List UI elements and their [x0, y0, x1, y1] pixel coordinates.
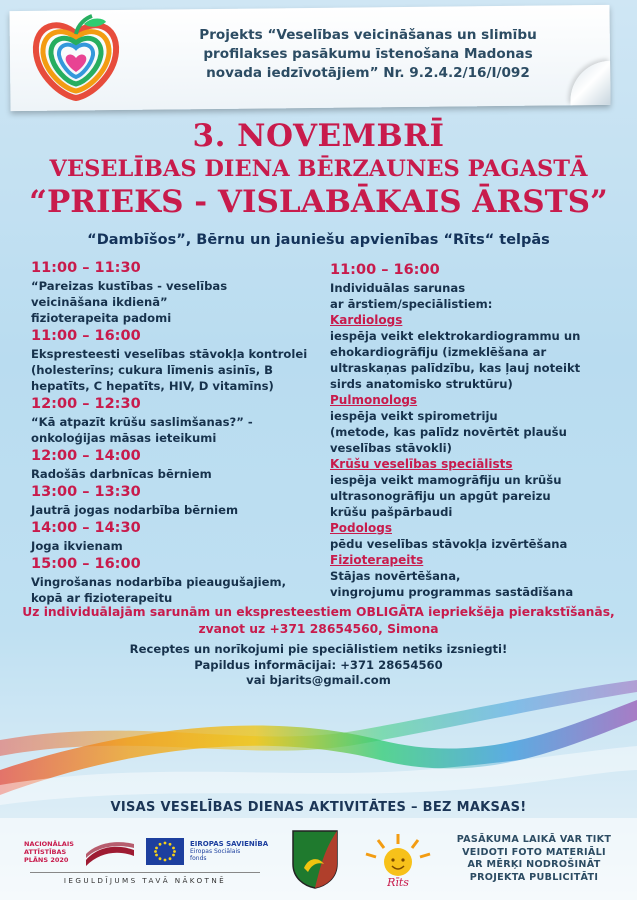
photo-line: PROJEKTA PUBLICITĀTI [469, 871, 599, 883]
specialist-text: iespēja veikt mamogrāfiju un krūšu [330, 473, 562, 487]
specialist-text: krūšu pašpārbaudi [330, 505, 453, 519]
eu-fund: Eiropas Sociālais [190, 848, 241, 855]
schedule-time: 11:00 – 11:30 [31, 260, 141, 276]
specialist-text: ultrasonogrāfiju un apgūt pareizu [330, 489, 551, 503]
na-text: PLĀNS 2020 [24, 856, 69, 864]
latvia-flag-icon [84, 840, 136, 866]
event-date: 3. NOVEMBRĪ [192, 118, 445, 154]
schedule-text: veicināšana ikdienā” [31, 295, 168, 309]
specialist-text: iespēja veikt spirometriju [330, 409, 498, 423]
rits-sun-logo-icon [358, 830, 438, 890]
schedule-time: 15:00 – 16:00 [31, 556, 141, 572]
eu-name: EIROPAS SAVIENĪBA [190, 840, 269, 848]
schedule-item [31, 482, 331, 518]
project-line: profilakses pasākumu īstenošana Madonas [203, 46, 533, 62]
event-title: VESELĪBAS DIENA BĒRZAUNES PAGASTĀ [49, 156, 588, 182]
event-subtitle: “PRIEKS - VISLABĀKAIS ĀRSTS” [29, 184, 608, 220]
investment-slogan: IEGULDĪJUMS TAVĀ NĀKOTNĒ [30, 872, 260, 885]
consult-time: 11:00 – 16:00 [330, 262, 440, 278]
national-development-plan-logo [24, 840, 84, 864]
specialist-text: Stājas novērtēšana, [330, 569, 461, 583]
schedule-item [31, 258, 331, 326]
eu-logo-text [190, 840, 270, 862]
schedule-text: Joga ikvienam [31, 539, 123, 553]
schedule-item [31, 394, 331, 446]
eu-fund: fonds [190, 855, 207, 862]
schedule-text: kopā ar fizioterapeitu [31, 591, 173, 605]
schedule-time: 12:00 – 14:00 [31, 448, 141, 464]
schedule-time: 13:00 – 13:30 [31, 484, 141, 500]
specialist-text: vingrojumu programmas sastādīšana [330, 585, 574, 599]
specialist-text: sirds anatomisko struktūru) [330, 377, 513, 391]
photo-line: AR MĒRĶI NODROŠINĀT [467, 859, 601, 870]
info-line: vai bjarits@gmail.com [246, 673, 391, 687]
specialist-text: ultraskaņas palīdzību, kas ļauj noteikt [330, 361, 581, 375]
notice-line: Uz individuālajām sarunām un ekspresteestiem OBLIGĀTA iepriekšēja pierakstīšanās, [22, 605, 615, 619]
schedule-text: fizioterapeita padomi [31, 311, 172, 325]
project-line: Projekts “Veselības veicināšanas un slimību [199, 27, 537, 43]
photo-line: VEIDOTI FOTO MATERIĀLI [462, 846, 606, 858]
notice-line: zvanot uz +371 28654560, Simona [198, 622, 439, 636]
schedule-text: (holesterīns; cukura līmenis asinīs, B [31, 363, 274, 377]
schedule-text: “Kā atpazīt krūšu saslimšanas?” - [31, 415, 253, 429]
specialist-breast-health: Krūšu veselības speciālists [330, 457, 513, 471]
info-line: Receptes un norīkojumi pie speciālistiem netiks izsniegti! [129, 642, 508, 656]
schedule-text: Vingrošanas nodarbība pieaugušajiem, [31, 575, 286, 589]
schedule-text: Ekspresteesti veselības stāvokļa kontrolei [31, 347, 308, 361]
additional-info [0, 642, 637, 689]
specialist-cardiologist: Kardiologs [330, 313, 403, 327]
specialist-text: pēdu veselības stāvokļa izvērtēšana [330, 537, 568, 551]
na-text: NACIONĀLAIS [24, 840, 74, 848]
schedule-text: Jautrā jogas nodarbība bērniem [31, 503, 239, 517]
schedule-item [31, 518, 331, 554]
specialist-pulmonologist: Pulmonologs [330, 393, 418, 407]
schedule-item [31, 326, 331, 394]
schedule-text: Radošās darbnīcas bērniem [31, 467, 212, 481]
registration-notice [0, 604, 637, 638]
event-venue: “Dambīšos”, Bērnu un jauniešu apvienības “Rīts“ telpās [87, 232, 550, 248]
coat-of-arms-icon [290, 828, 340, 890]
schedule-list [31, 258, 331, 606]
schedule-time: 14:00 – 14:30 [31, 520, 141, 536]
consult-intro: Individuālas sarunas [330, 281, 466, 295]
specialist-text: veselības stāvokli) [330, 441, 452, 455]
project-title [148, 26, 588, 83]
specialist-text: iespēja veikt elektrokardiogrammu un [330, 329, 581, 343]
schedule-text: “Pareizas kustības - veselības [31, 279, 228, 293]
info-line: Papildus informācijai: +371 28654560 [194, 657, 443, 672]
consult-intro: ar ārstiem/speciālistiem: [330, 297, 493, 311]
photo-notice [444, 834, 624, 884]
rits-logo-text: Rīts [387, 876, 409, 889]
specialist-podologist: Podologs [330, 521, 392, 535]
specialist-text: ehokardiogrāfiju (izmeklēšana ar [330, 345, 547, 359]
photo-line: PASĀKUMA LAIKĀ VAR TIKT [456, 834, 612, 845]
schedule-item [31, 446, 331, 482]
consultation-list [330, 260, 620, 600]
schedule-text: onkoloģijas māsas ieteikumi [31, 431, 217, 445]
schedule-item [31, 554, 331, 606]
free-of-charge-banner: VISAS VESELĪBAS DIENAS AKTIVITĀTES – BEZ MAKSAS! [110, 800, 527, 815]
schedule-time: 11:00 – 16:00 [31, 328, 141, 344]
apple-heart-logo-icon [30, 14, 122, 102]
specialist-physiotherapist: Fizioterapeits [330, 553, 424, 567]
project-line: novada iedzīvotājiem” Nr. 9.2.4.2/16/I/092 [206, 65, 530, 81]
eu-flag-icon [146, 838, 184, 865]
specialist-text: (metode, kas palīdz novērtēt plaušu [330, 425, 567, 439]
schedule-text: hepatīts, C hepatīts, HIV, D vitamīns) [31, 379, 274, 393]
na-text: ATTĪSTĪBAS [24, 848, 67, 856]
schedule-time: 12:00 – 12:30 [31, 396, 141, 412]
